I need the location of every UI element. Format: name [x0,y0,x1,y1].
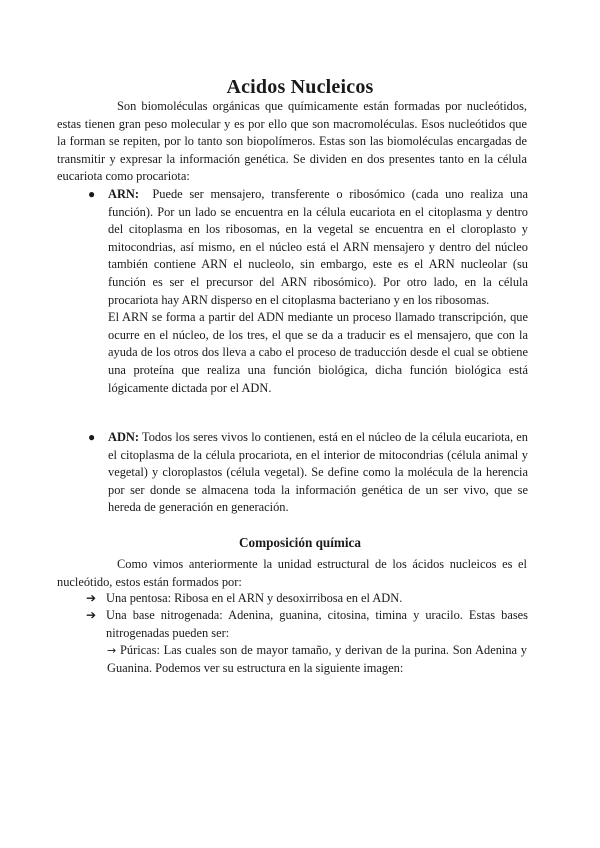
bullet-icon: ● [88,187,96,201]
thin-arrow-icon: → [107,644,117,657]
section-intro: Como vimos anteriormente la unidad estructural de los ácidos nucleicos es el nucleótido, estos están formados por: [57,557,527,589]
intro-paragraph: Son biomoléculas orgánicas que químicamente están formadas por nucleótidos, estas tienen gran peso molecular y es por ello que son macromoléculas. Esos nucleótidos que la forman se repiten, por lo tanto son biopolímeros. Estas son las biomoléculas encargadas de transmitir y expresar la información genética. Se dividen en dos presentes tanto en la célula eucariota como procariota: [57,99,527,184]
sub-item-puricas [107,642,527,677]
right-arrow-icon: ➔ [86,591,97,605]
bullet-adn-paragraph [108,429,528,517]
sub-item-text: Púricas: Las cuales son de mayor tamaño, y derivan de la purina. Son Adenina y Guanina. Podemos ver su estructura en la siguiente imagen: [107,643,527,675]
bullet-arn-paragraph [108,186,528,309]
document-title: Acidos Nucleicos [226,76,374,98]
arrow-item-text: Una base nitrogenada: Adenina, guanina, citosina, timina y uracilo. Estas bases nitrogenadas pueden ser: [106,608,528,640]
bullet-arn-body [108,186,528,397]
bullet-adn-term: ADN: [108,430,139,444]
bullet-arn-extra: El ARN se forma a partir del ADN mediante un proceso llamado transcripción, que ocurre en el núcleo, de los tres, el que se da a traducir es el mensajero, que con la ayuda de los otros dos lleva a cabo el proceso de traducción desde el cual se obtiene una proteína que realiza una función biológica, dicha función biológica está lógicamente dictada por el ADN. [108,310,528,395]
arrow-item-text: Una pentosa: Ribosa en el ARN y desoxirribosa en el ADN. [106,591,403,605]
bullet-arn-text: Puede ser mensajero, transferente o ribosómico (cada uno realiza una función). Por un lado se encuentra en la célula eucariota en el citoplasma y dentro del citoplasma en los ribosomas, en la vegetal se encuentra en el cloroplasto y mitocondrias, así mismo, en el núcleo está el ARN mensajero y dentro del núcleo también contiene ARN el nucleolo, sin embargo, este es el ARN nucleolar (su función es ser el precursor del ARN ribosómico). Por otro lado, en la célula procariota hay ARN disperso en el citoplasma bacteriano y en los ribosomas. [108,187,528,307]
section-heading: Composición química [239,535,361,550]
right-arrow-icon: ➔ [86,608,97,622]
bullet-adn-text: Todos los seres vivos lo contienen, está en el núcleo de la célula eucariota, en el citoplasma de la célula procariota, en el interior de mitocondrias (célula animal y vegetal) y cloroplastos (célula vegetal). Se define como la molécula de la herencia por ser donde se almacena toda la información genética de un ser vivo, que se hereda de generación en generación. [108,430,528,515]
bullet-adn-body [108,429,528,517]
bullet-icon: ● [88,430,96,444]
bullet-arn-term: ARN: [108,187,139,201]
